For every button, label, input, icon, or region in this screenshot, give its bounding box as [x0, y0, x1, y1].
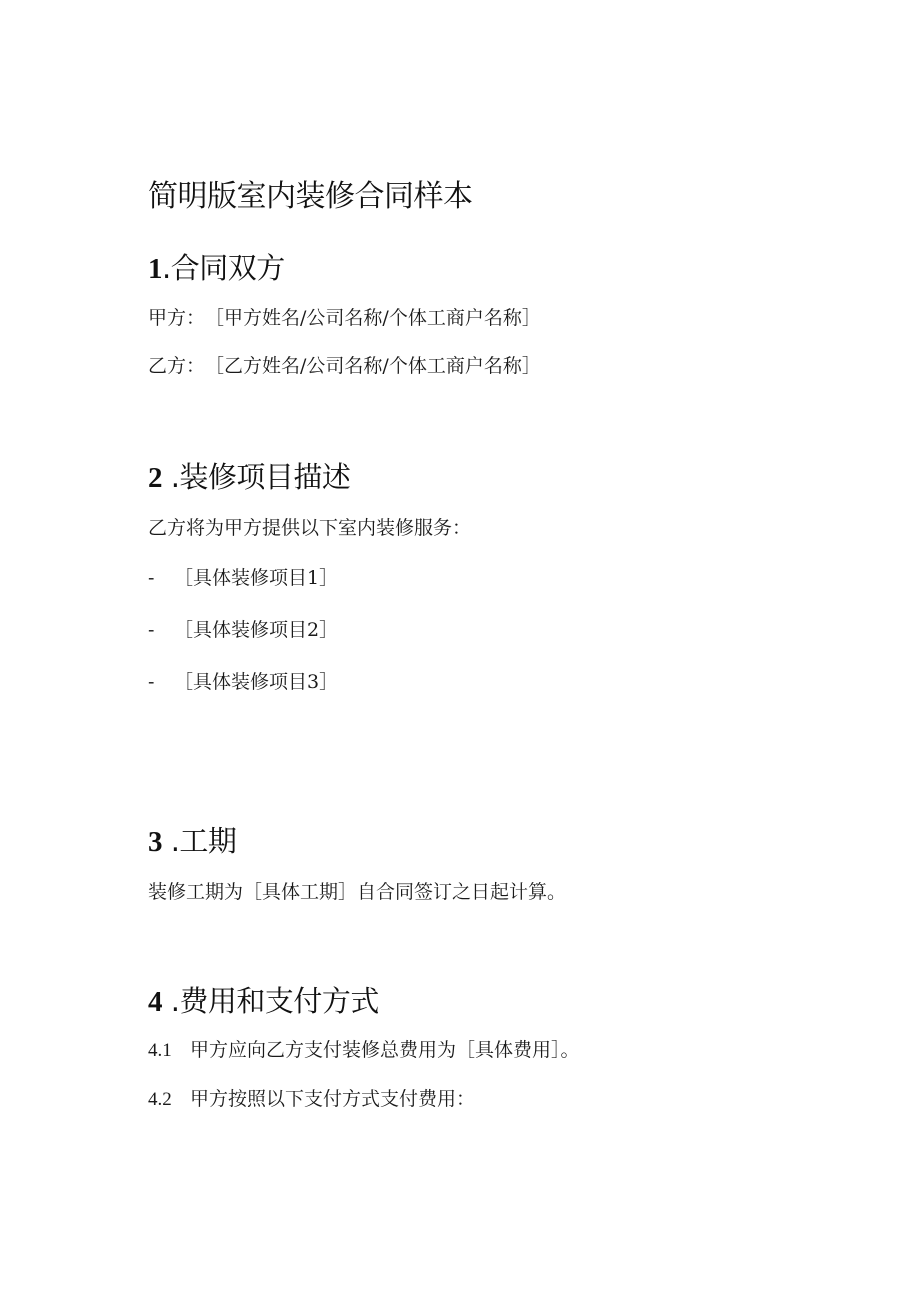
- party-a-value: ［甲方姓名/公司名称/个体工商户名称］: [205, 307, 541, 329]
- section-4-heading: [148, 979, 379, 1020]
- list-item-text: ［具体装修项目3］: [174, 671, 339, 693]
- section-2-heading: [148, 455, 350, 496]
- clause-text: 甲方按照以下支付方式支付费用：: [190, 1088, 476, 1110]
- party-a-line: [148, 305, 541, 331]
- list-item-text: ［具体装修项目1］: [174, 567, 339, 589]
- section-2-intro: 乙方将为甲方提供以下室内装修服务：: [148, 517, 472, 539]
- list-item: [148, 617, 338, 643]
- party-b-label: 乙方：: [148, 355, 206, 377]
- section-1-number: 1: [148, 253, 162, 285]
- clause-number: 4.2: [148, 1089, 172, 1110]
- list-item: [148, 565, 338, 591]
- section-1-heading: [148, 246, 285, 287]
- section-4-number: 4: [148, 986, 162, 1018]
- section-3-title: .工期: [162, 824, 237, 858]
- section-1-title: .合同双方: [162, 251, 285, 285]
- section-2-title: .装修项目描述: [162, 460, 351, 494]
- section-3-heading: [148, 819, 236, 860]
- document-title: 简明版室内装修合同样本: [148, 179, 473, 214]
- party-b-value: ［乙方姓名/公司名称/个体工商户名称］: [205, 355, 541, 377]
- clause-number: 4.1: [148, 1040, 172, 1061]
- list-bullet: -: [148, 619, 155, 641]
- section-2-number: 2: [148, 462, 162, 494]
- section-3-body: 装修工期为［具体工期］自合同签订之日起计算。: [148, 881, 567, 903]
- clause-text: 甲方应向乙方支付装修总费用为［具体费用］。: [190, 1039, 580, 1061]
- section-3-number: 3: [148, 826, 162, 858]
- party-a-label: 甲方：: [148, 307, 206, 329]
- section-4-title: .费用和支付方式: [162, 984, 379, 1018]
- clause-4-1: [148, 1037, 580, 1064]
- list-bullet: -: [148, 567, 155, 589]
- clause-4-2: [148, 1086, 475, 1113]
- list-item: [148, 669, 338, 695]
- party-b-line: [148, 353, 541, 379]
- list-item-text: ［具体装修项目2］: [174, 619, 339, 641]
- list-bullet: -: [148, 671, 155, 693]
